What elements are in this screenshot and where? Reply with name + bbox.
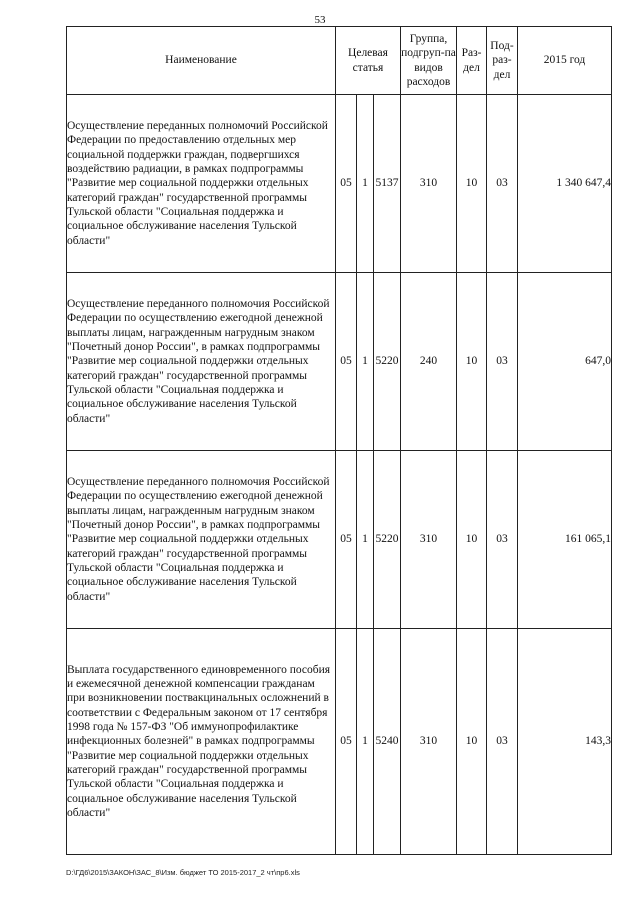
row-expense-group: 240: [401, 273, 457, 451]
row-code-1: 05: [336, 451, 357, 629]
table-header-row: [67, 27, 612, 95]
row-amount: 161 065,1: [518, 451, 612, 629]
row-code-3: 5137: [374, 95, 401, 273]
row-section: 10: [457, 95, 487, 273]
row-code-3: 5220: [374, 451, 401, 629]
row-code-1: 05: [336, 95, 357, 273]
row-code-1: 05: [336, 273, 357, 451]
table-row: [67, 451, 612, 629]
table-row: [67, 95, 612, 273]
header-name: Наименование: [67, 27, 336, 95]
row-code-2: 1: [357, 273, 374, 451]
row-code-2: 1: [357, 451, 374, 629]
header-section: Раз-дел: [457, 27, 487, 95]
row-subsection: 03: [487, 273, 518, 451]
row-subsection: 03: [487, 95, 518, 273]
page-number: 53: [314, 14, 326, 26]
row-section: 10: [457, 629, 487, 855]
header-target-article: Целевая статья: [336, 27, 401, 95]
row-section: 10: [457, 273, 487, 451]
row-name: Осуществление переданных полномочий Российской Федерации по предоставлению отдельных мер социальной поддержки граждан, подвергшихся воздействию радиации, в рамках подпрограммы "Развитие мер социальной поддержки отдельных категорий граждан" государственной программы Тульской области "Социальная поддержка и социальное обслуживание населения Тульской области": [67, 95, 336, 273]
table-row: [67, 273, 612, 451]
row-expense-group: 310: [401, 451, 457, 629]
row-code-1: 05: [336, 629, 357, 855]
file-path-footer: D:\ГД6\2015\ЗАКОН\ЗАС_8\Изм. бюджет ТО 2015-2017_2 чт\пр6.xls: [66, 868, 300, 877]
row-name: Выплата государственного единовременного пособия и ежемесячной денежной компенсации гражданам при возникновении поствакцинальных осложнений в соответствии с Федеральным законом от 17 сентября 1998 года № 157-ФЗ "Об иммунопрофилактике инфекционных болезней" в рамках подпрограммы "Развитие мер социальной поддержки отдельных категорий граждан" государственной программы Тульской области "Социальная поддержка и социальное обслуживание населения Тульской области": [67, 629, 336, 855]
row-amount: 143,3: [518, 629, 612, 855]
table-row: [67, 629, 612, 855]
row-amount: 1 340 647,4: [518, 95, 612, 273]
row-name: Осуществление переданного полномочия Российской Федерации по осуществлению ежегодной денежной выплаты лицам, награжденным нагрудным знаком "Почетный донор России", в рамках подпрограммы "Развитие мер социальной поддержки отдельных категорий граждан" государственной программы Тульской области "Социальная поддержка и социальное обслуживание населения Тульской области": [67, 451, 336, 629]
header-year: 2015 год: [518, 27, 612, 95]
row-code-3: 5220: [374, 273, 401, 451]
row-expense-group: 310: [401, 95, 457, 273]
row-subsection: 03: [487, 451, 518, 629]
row-amount: 647,0: [518, 273, 612, 451]
row-name: Осуществление переданного полномочия Российской Федерации по осуществлению ежегодной денежной выплаты лицам, награжденным нагрудным знаком "Почетный донор России", в рамках подпрограммы "Развитие мер социальной поддержки отдельных категорий граждан" государственной программы Тульской области "Социальная поддержка и социальное обслуживание населения Тульской области": [67, 273, 336, 451]
header-expense-group: Группа, подгруп-па видов расходов: [401, 27, 457, 95]
row-code-2: 1: [357, 629, 374, 855]
row-code-3: 5240: [374, 629, 401, 855]
budget-table: [66, 26, 612, 855]
row-code-2: 1: [357, 95, 374, 273]
row-subsection: 03: [487, 629, 518, 855]
row-expense-group: 310: [401, 629, 457, 855]
header-subsection: Под-раз-дел: [487, 27, 518, 95]
row-section: 10: [457, 451, 487, 629]
